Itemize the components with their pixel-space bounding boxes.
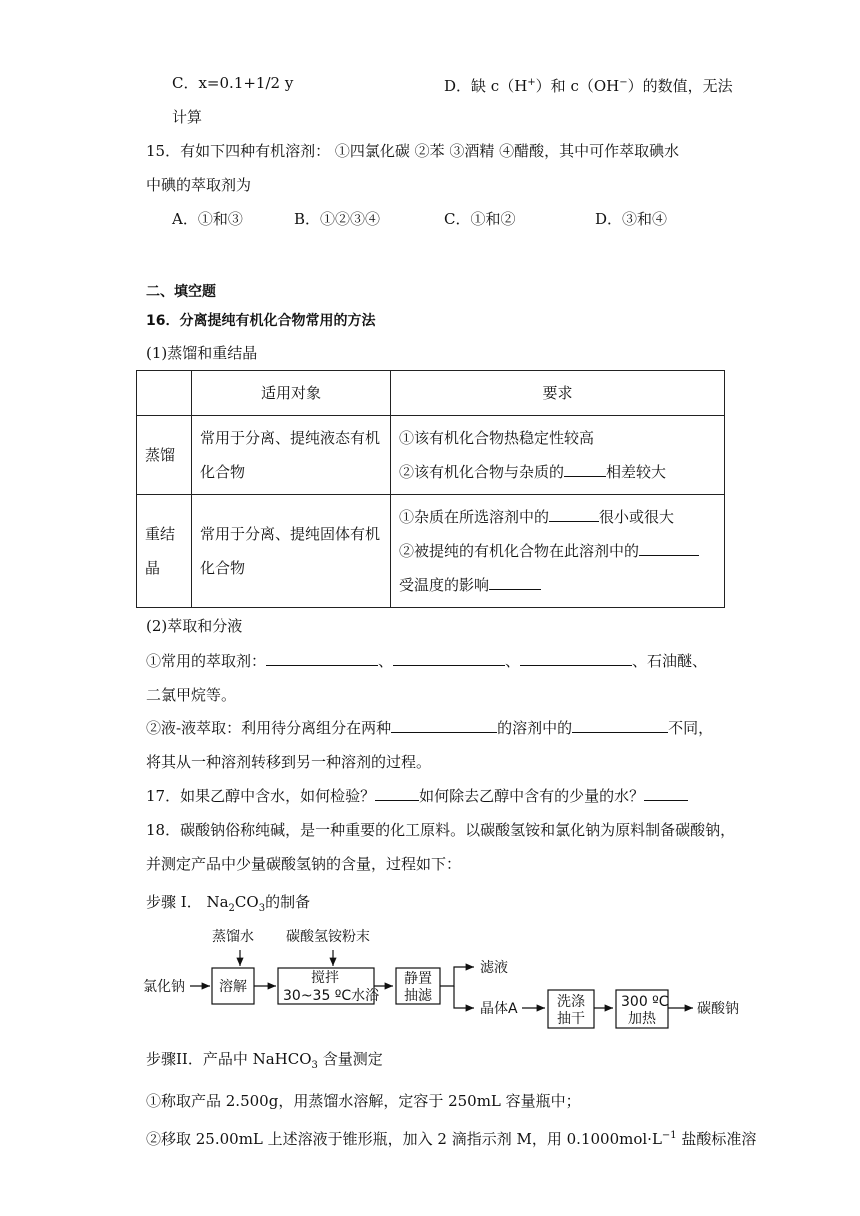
flow-label-filtrate: 滤液 — [480, 960, 508, 976]
recrystallization-requirement: ①杂质在所选溶剂中的 很小或很大 ②被提纯的有机化合物在此溶剂中的 受温度的影响 — [391, 495, 725, 608]
flow-label-heat: 加热 — [628, 1011, 656, 1027]
q14-option-d: D．缺 c（H+）和 c（OH−）的数值，无法 — [444, 77, 733, 95]
q15-option-d: D．③和④ — [595, 210, 668, 228]
recrystallization-object: 常用于分离、提纯固体有机 化合物 — [192, 495, 391, 608]
flow-label-water-bath: 30~35 ºC水浴 — [283, 988, 380, 1004]
q16-part1-label: (1)蒸馏和重结晶 — [146, 344, 258, 362]
q15-stem-line1: 15．有如下四种有机溶剂： ①四氯化碳 ②苯 ③酒精 ④醋酸，其中可作萃取碘水 — [146, 142, 680, 160]
blank[interactable] — [266, 651, 378, 666]
q16-part2-label: (2)萃取和分液 — [146, 617, 243, 635]
flow-label-suction-filter: 抽滤 — [404, 988, 432, 1004]
flow-label-stand: 静置 — [404, 971, 432, 987]
flow-label-stir: 搅拌 — [311, 970, 339, 986]
blank[interactable] — [644, 786, 688, 801]
q14-option-d-continued: 计算 — [172, 108, 203, 126]
q16-part2-line3: ②液-液萃取：利用待分离组分在两种 的溶剂中的 不同， — [146, 719, 714, 737]
blank[interactable] — [572, 718, 668, 733]
q14-option-c: C．x=0.1+1/2 y — [172, 74, 294, 92]
table-row-recrystallization — [137, 495, 725, 608]
blank[interactable] — [391, 718, 497, 733]
flow-label-dry: 抽干 — [557, 1011, 585, 1027]
blank[interactable] — [520, 651, 632, 666]
separation-methods-table — [136, 370, 725, 608]
flow-label-dissolve: 溶解 — [219, 979, 247, 995]
blank[interactable] — [393, 651, 505, 666]
flow-label-powder: 碳酸氢铵粉末 — [286, 929, 370, 945]
section-title-fill-blank: 二、填空题 — [146, 284, 216, 300]
q18-step2-title: 步骤II．产品中 NaHCO$_3$ 含量测定 — [146, 1050, 383, 1071]
distillation-requirement: ①该有机化合物热稳定性较高 ②该有机化合物与杂质的 相差较大 — [391, 416, 725, 495]
q18-step2-item1: ①称取产品 2.500g，用蒸馏水溶解，定容于 250mL 容量瓶中； — [146, 1092, 581, 1110]
distillation-object: 常用于分离、提纯液态有机 化合物 — [192, 416, 391, 495]
blank[interactable] — [639, 541, 699, 556]
flow-label-product: 碳酸钠 — [697, 1001, 739, 1017]
header-applicable-object: 适用对象 — [192, 371, 391, 416]
q18-stem-line1: 18．碳酸钠俗称纯碱，是一种重要的化工原料。以碳酸氢铵和氯化钠为原料制备碳酸钠， — [146, 821, 736, 839]
blank[interactable] — [564, 462, 606, 477]
q16-part2-line2: 二氯甲烷等。 — [146, 686, 237, 704]
flow-label-temperature: 300 ºC — [621, 994, 669, 1010]
flow-label-water: 蒸馏水 — [212, 929, 254, 945]
row-name-recrystallization: 重结 晶 — [137, 495, 192, 608]
row-name-distillation: 蒸馏 — [137, 416, 192, 495]
flow-label-wash: 洗涤 — [557, 994, 585, 1010]
flow-label-nacl: 氯化钠 — [143, 979, 185, 995]
sodium-carbonate-flowchart — [140, 924, 750, 1034]
q16-title: 16．分离提纯有机化合物常用的方法 — [146, 313, 376, 329]
header-requirement: 要求 — [391, 371, 725, 416]
q15-option-c: C．①和② — [444, 210, 516, 228]
blank[interactable] — [489, 575, 541, 590]
table-header-row — [137, 371, 725, 416]
q15-stem-line2: 中碘的萃取剂为 — [146, 176, 252, 194]
table-row-distillation — [137, 416, 725, 495]
q15-option-a: A．①和③ — [172, 210, 243, 228]
q16-part2-line4: 将其从一种溶剂转移到另一种溶剂的过程。 — [146, 753, 432, 771]
q18-step2-item2: ②移取 25.00mL 上述溶液于锥形瓶，加入 2 滴指示剂 M，用 $0.1000mol\cdot L^{-1}$ 盐酸标准溶 — [146, 1130, 757, 1148]
q18-step1-title: 步骤 I． $Na_2CO_3$的制备 — [146, 893, 311, 914]
q17-stem: 17．如果乙醇中含水，如何检验？ 如何除去乙醇中含有的少量的水？ — [146, 786, 688, 806]
q18-stem-line2: 并测定产品中少量碳酸氢钠的含量，过程如下： — [146, 855, 462, 873]
q16-part2-line1: ①常用的萃取剂： 、 、 、石油醚、 — [146, 652, 708, 670]
blank[interactable] — [375, 786, 419, 801]
q15-option-b: B．①②③④ — [294, 210, 381, 228]
flow-label-crystal-a: 晶体A — [480, 1001, 518, 1017]
blank[interactable] — [549, 507, 599, 522]
